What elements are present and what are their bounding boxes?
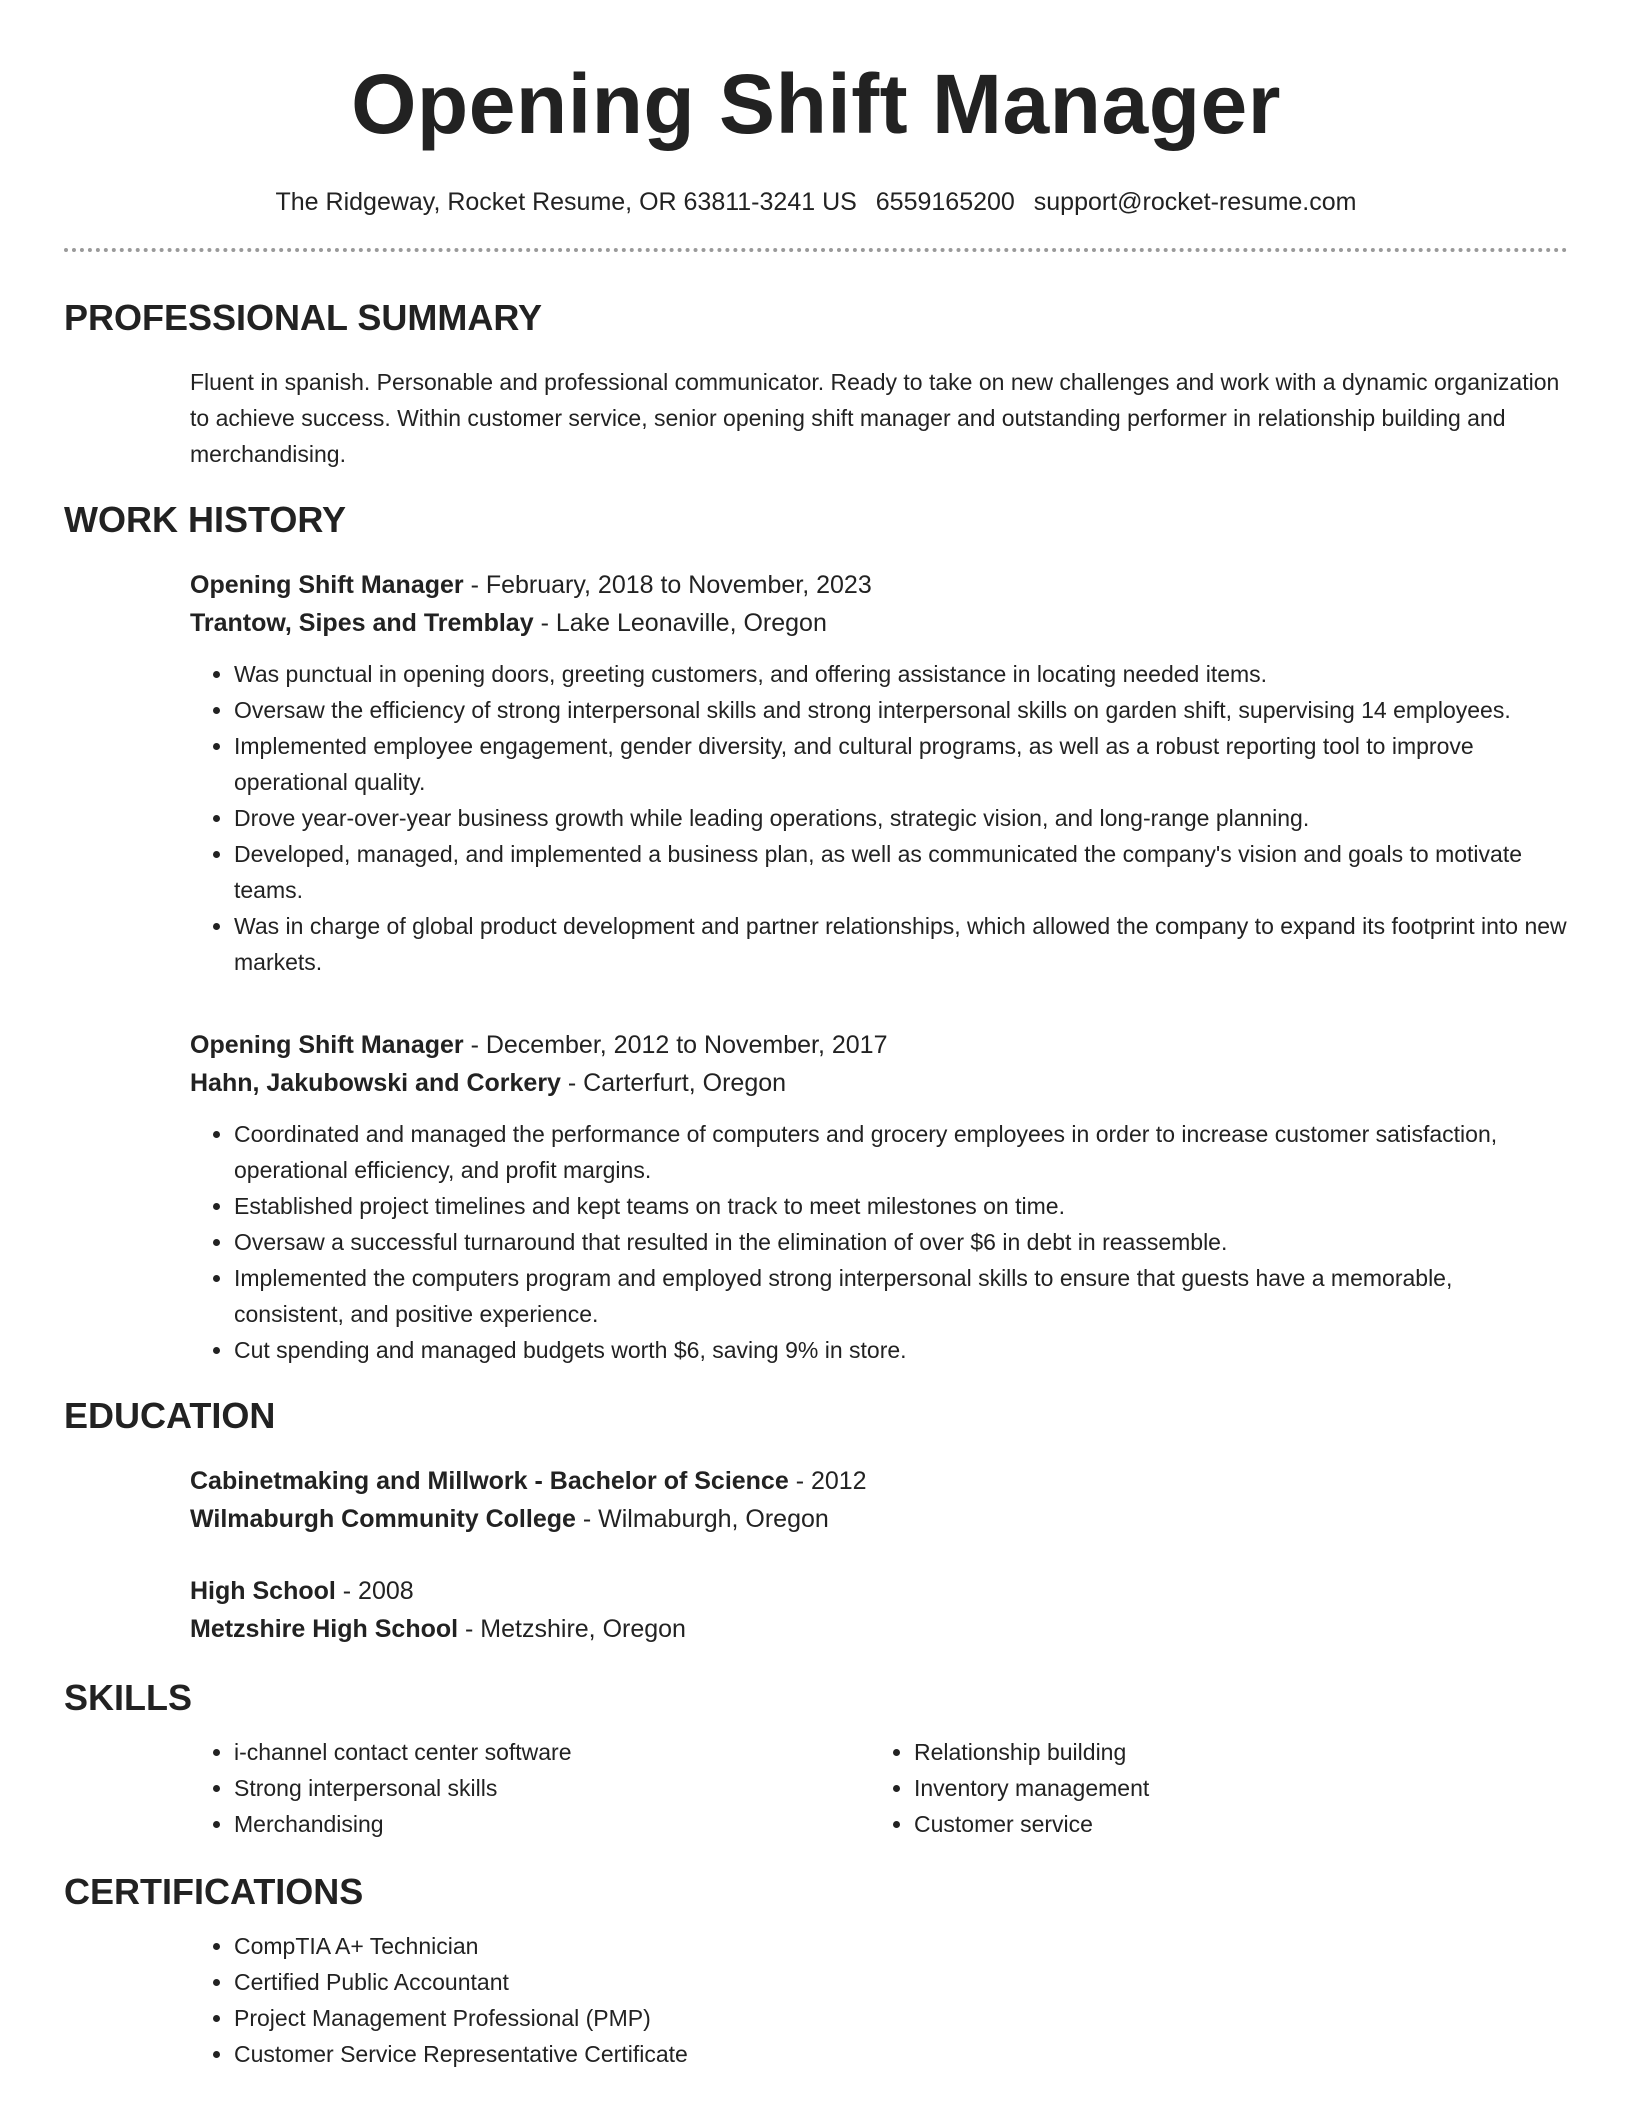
- job-bullets: [190, 1116, 1568, 1368]
- education-year: - 2012: [788, 1467, 867, 1495]
- job-entry: [190, 1026, 1568, 1368]
- list-item: • Merchandising: [234, 1806, 870, 1842]
- section-title-education: EDUCATION: [64, 1395, 276, 1436]
- education-entry: [190, 1462, 1568, 1538]
- job-company-line: [190, 604, 1568, 642]
- resume-header: [64, 0, 1568, 252]
- section-title-skills: SKILLS: [64, 1677, 193, 1718]
- education-school: Wilmaburgh Community College: [190, 1505, 576, 1533]
- list-item: • i-channel contact center software: [234, 1734, 870, 1770]
- list-item: • CompTIA A+ Technician: [234, 1928, 1568, 1964]
- job-bullets: [190, 656, 1568, 980]
- list-item: • Oversaw the efficiency of strong interpersonal skills and strong interpersonal skills on garden shift, supervising 14 employees.: [234, 692, 1568, 728]
- education-degree: High School: [190, 1577, 336, 1605]
- education-degree-line: [190, 1462, 1568, 1500]
- header-divider: [64, 248, 1568, 252]
- education-location: - Metzshire, Oregon: [458, 1615, 686, 1643]
- section-title-certifications: CERTIFICATIONS: [64, 1871, 364, 1912]
- certifications-list: [190, 1928, 1568, 2072]
- education-school: Metzshire High School: [190, 1615, 459, 1643]
- contact-address: The Ridgeway, Rocket Resume, OR 63811-3241 US: [275, 188, 857, 216]
- job-role: Opening Shift Manager: [190, 1031, 464, 1059]
- list-item: • Strong interpersonal skills: [234, 1770, 870, 1806]
- job-company-line: [190, 1064, 1568, 1102]
- contact-line: [64, 186, 1568, 218]
- education-degree-line: [190, 1572, 1568, 1610]
- list-item: • Was in charge of global product development and partner relationships, which allowed the company to expand its footprint into new markets.: [234, 908, 1568, 980]
- list-item: • Certified Public Accountant: [234, 1964, 1568, 2000]
- job-location: - Lake Leonaville, Oregon: [533, 609, 827, 637]
- job-entry: [190, 566, 1568, 980]
- education-school-line: [190, 1500, 1568, 1538]
- summary-text: Fluent in spanish. Personable and professional communicator. Ready to take on new challenges and work with a dynamic organization to achieve success. Within customer service, senior opening shift manager and outstanding performer in relationship building and merchandising.: [190, 369, 1560, 467]
- section-title-summary: PROFESSIONAL SUMMARY: [64, 297, 543, 338]
- list-item: • Established project timelines and kept teams on track to meet milestones on time.: [234, 1188, 1568, 1224]
- list-item: • Project Management Professional (PMP): [234, 2000, 1568, 2036]
- list-item: • Customer service: [914, 1806, 1550, 1842]
- list-item: • Cut spending and managed budgets worth $6, saving 9% in store.: [234, 1332, 1568, 1368]
- education-entry: [190, 1572, 1568, 1648]
- contact-phone: 6559165200: [875, 188, 1015, 216]
- list-item: • Oversaw a successful turnaround that resulted in the elimination of over $6 in debt in reassemble.: [234, 1224, 1568, 1260]
- work-history-section: [190, 566, 1568, 1368]
- skills-section: [190, 1734, 1568, 1842]
- skills-column-right: [870, 1734, 1550, 1842]
- contact-email[interactable]: support@rocket-resume.com: [1033, 188, 1357, 216]
- list-item: • Was punctual in opening doors, greeting customers, and offering assistance in locating needed items.: [234, 656, 1568, 692]
- list-item: • Developed, managed, and implemented a business plan, as well as communicated the company's vision and goals to motivate teams.: [234, 836, 1568, 908]
- list-item: • Customer Service Representative Certificate: [234, 2036, 1568, 2072]
- list-item: • Implemented employee engagement, gender diversity, and cultural programs, as well as a robust reporting tool to improve operational quality.: [234, 728, 1568, 800]
- list-item: • Coordinated and managed the performance of computers and grocery employees in order to increase customer satisfaction, operational efficiency, and profit margins.: [234, 1116, 1568, 1188]
- list-item: • Implemented the computers program and employed strong interpersonal skills to ensure that guests have a memorable, consistent, and positive experience.: [234, 1260, 1568, 1332]
- job-company: Trantow, Sipes and Tremblay: [190, 609, 534, 637]
- skills-column-left: [190, 1734, 870, 1842]
- list-item: • Inventory management: [914, 1770, 1550, 1806]
- education-year: - 2008: [335, 1577, 414, 1605]
- job-location: - Carterfurt, Oregon: [560, 1069, 787, 1097]
- education-section: [190, 1462, 1568, 1648]
- skills-grid: [190, 1734, 1568, 1842]
- section-title-work-history: WORK HISTORY: [64, 499, 347, 540]
- job-role: Opening Shift Manager: [190, 571, 464, 599]
- certifications-section: [190, 1928, 1568, 2072]
- education-location: - Wilmaburgh, Oregon: [575, 1505, 829, 1533]
- job-title-line: [190, 566, 1568, 604]
- job-title-line: [190, 1026, 1568, 1064]
- job-company: Hahn, Jakubowski and Corkery: [190, 1069, 561, 1097]
- education-degree: Cabinetmaking and Millwork - Bachelor of Science: [190, 1467, 789, 1495]
- list-item: • Relationship building: [914, 1734, 1550, 1770]
- job-dates: - December, 2012 to November, 2017: [463, 1031, 888, 1059]
- summary-section: [190, 364, 1568, 472]
- job-dates: - February, 2018 to November, 2023: [463, 571, 872, 599]
- list-item: • Drove year-over-year business growth while leading operations, strategic vision, and long-range planning.: [234, 800, 1568, 836]
- candidate-name: Opening Shift Manager: [351, 57, 1281, 151]
- education-school-line: [190, 1610, 1568, 1648]
